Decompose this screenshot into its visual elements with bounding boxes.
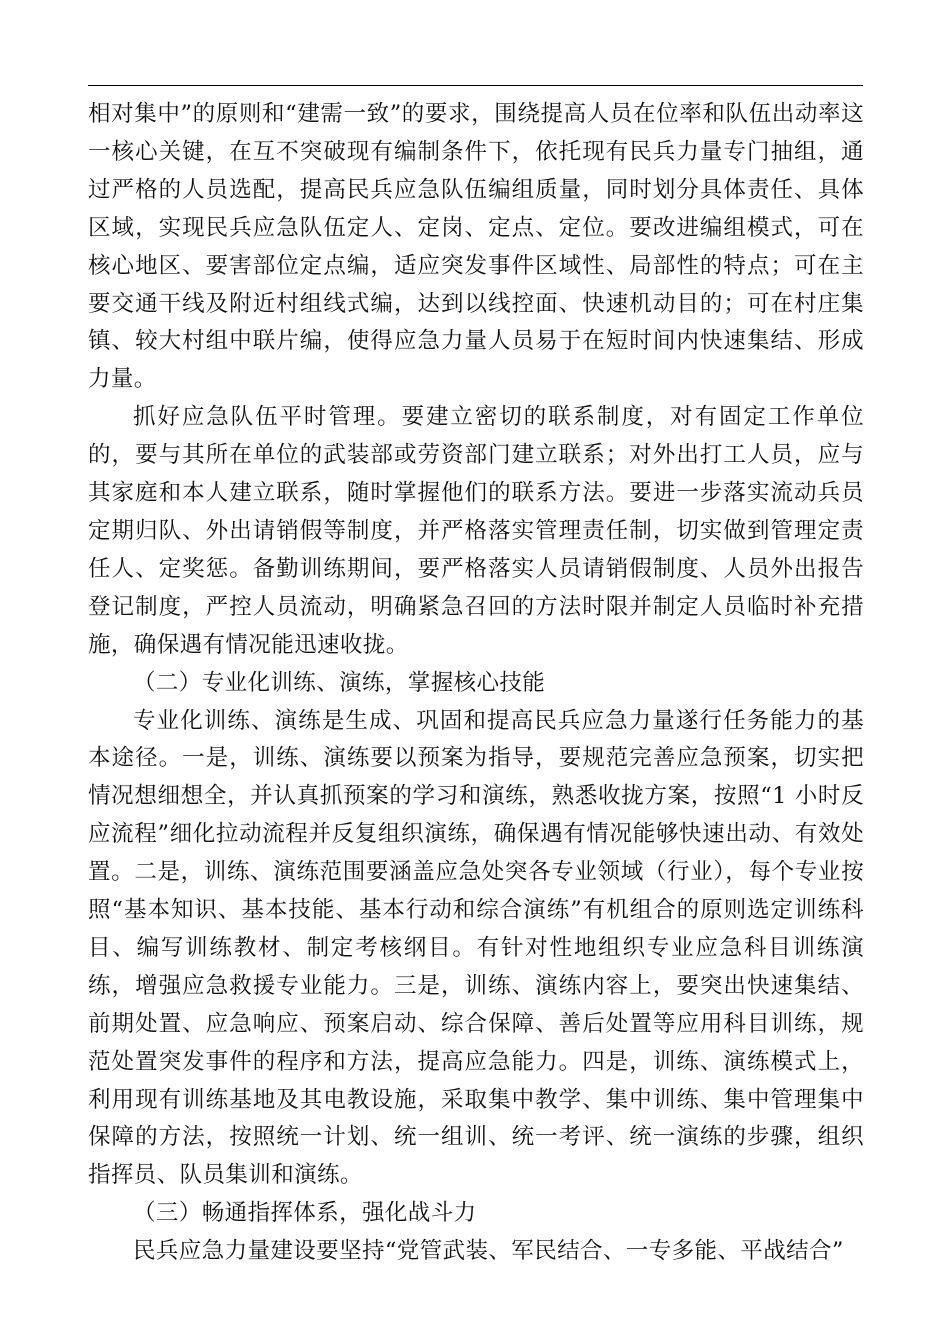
section-heading-training: （二）专业化训练、演练，掌握核心技能 (133, 669, 546, 696)
paragraph-training: 专业化训练、演练是生成、巩固和提高民兵应急力量遂行任务能力的基本途径。一是，训练、演练要以预案为指导，要规范完善应急预案，切实把情况想细想全，并认真抓预案的学习和演练，熟悉收拢方案，按照“1 小时反应流程”细化拉动流程并反复组织演练，确保遇有情况能够快速出动、有效处置。二是，训练、演练范围要涵盖应急处突各专业领域（行业），每个专业按照“基本知识、基本技能、基本行动和综合演练”有机组合的原则选定训练科目、编写训练教材、制定考核纲目。有针对性地组织专业应急科目训练演练，增强应急救援专业能力。三是，训练、演练内容上，要突出快速集结、前期处置、应急响应、预案启动、综合保障、善后处置等应用科目训练，规范处置突发事件的程序和方法，提高应急能力。四是，训练、演练模式上，利用现有训练基地及其电教设施，采取集中教学、集中训练、集中管理集中保障的方法，按照统一计划、统一组训、统一考评、统一演练的步骤，组织指挥员、队员集训和演练。 (88, 707, 864, 1189)
paragraph-team-management: 抓好应急队伍平时管理。要建立密切的联系制度，对有固定工作单位的，要与其所在单位的武装部或劳资部门建立联系；对外出打工人员，应与其家庭和本人建立联系，随时掌握他们的联系方法。要进一步落实流动兵员定期归队、外出请销假等制度，并严格落实管理责任制，切实做到管理定责任人、定奖惩。备勤训练期间，要严格落实人员请销假制度、人员外出报告登记制度，严控人员流动，明确紧急召回的方法时限并制定人员临时补充措施，确保遇有情况能迅速收拢。 (88, 404, 864, 658)
section-heading-command: （三）畅通指挥体系，强化战斗力 (133, 1200, 477, 1227)
document-body (88, 96, 864, 1271)
header-rule (88, 85, 863, 86)
paragraph-continuation: 相对集中”的原则和“建需一致”的要求，围绕提高人员在位率和队伍出动率这一核心关键，在互不突破现有编制条件下，依托现有民兵力量专门抽组，通过严格的人员选配，提高民兵应急队伍编组质量，同时划分具体责任、具体区域，实现民兵应急队伍定人、定岗、定点、定位。要改进编组模式，可在核心地区、要害部位定点编，适应突发事件区域性、局部性的特点；可在主要交通干线及附近村组线式编，达到以线控面、快速机动目的；可在村庄集镇、较大村组中联片编，使得应急力量人员易于在短时间内快速集结、形成力量。 (88, 101, 864, 393)
paragraph-command: 民兵应急力量建设要坚持“党管武装、军民结合、一专多能、平战结合” (133, 1238, 844, 1265)
